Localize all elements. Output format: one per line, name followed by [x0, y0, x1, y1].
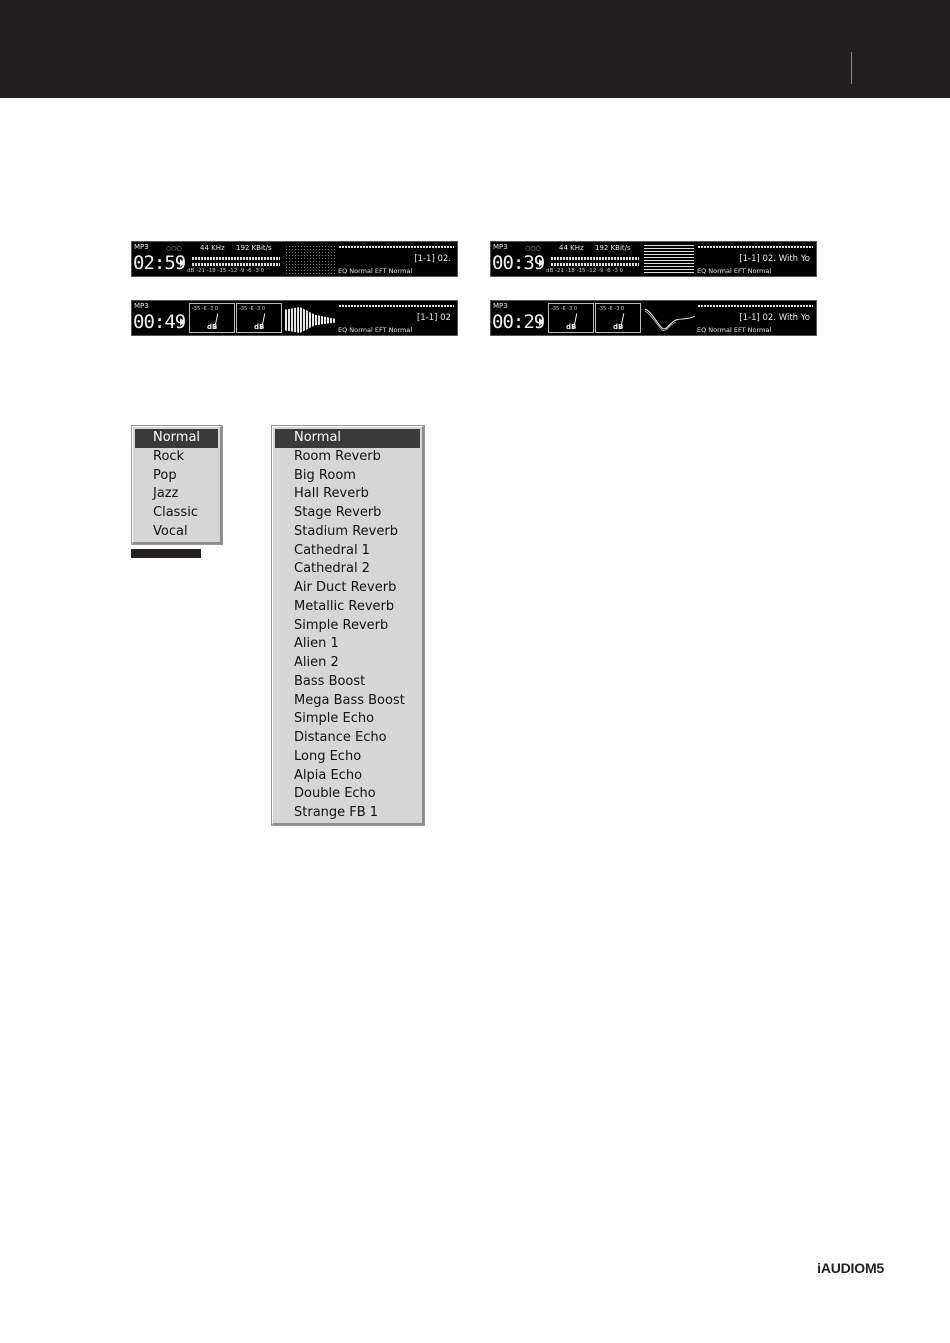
- codec-label: MP3: [134, 243, 149, 251]
- eq-status: EQ Normal EFT Normal: [338, 267, 413, 275]
- level-meter-left: [192, 257, 280, 260]
- vu-meter-left: [189, 303, 235, 333]
- menu-item[interactable]: Rock: [153, 448, 185, 464]
- menu-item[interactable]: Jazz: [153, 486, 179, 502]
- menu-item[interactable]: Double Echo: [294, 786, 376, 802]
- play-time: 02:59: [133, 252, 186, 274]
- menu-item[interactable]: Pop: [153, 467, 177, 483]
- level-meter-right: [192, 263, 280, 266]
- menu-item[interactable]: Stage Reverb: [294, 505, 382, 520]
- menu-item[interactable]: Alien 2: [294, 655, 339, 670]
- track-title: [1-1] 02. With Yo: [739, 254, 810, 264]
- menu-item[interactable]: Vocal: [153, 523, 188, 539]
- vu-scale: -35 -6 -3 0: [192, 306, 219, 312]
- header-bar: [0, 0, 950, 98]
- play-time: 00:49: [133, 311, 186, 333]
- progress-bar: [339, 305, 454, 307]
- track-title: [1-1] 02: [416, 313, 451, 323]
- menu-item[interactable]: Stadium Reverb: [294, 523, 398, 539]
- menu-item[interactable]: Alien 1: [294, 636, 339, 652]
- brand-label: iAUDIOM5: [817, 1260, 884, 1276]
- indicator-dots: ○○○: [525, 245, 541, 252]
- menu-item[interactable]: Classic: [153, 505, 198, 520]
- menu-item[interactable]: Mega Bass Boost: [294, 692, 405, 708]
- codec-label: MP3: [134, 302, 149, 310]
- vu-meter-right: [595, 303, 641, 333]
- menu-item[interactable]: Long Echo: [294, 748, 362, 764]
- vu-meter-right: [236, 303, 282, 333]
- vu-label: dB: [613, 323, 624, 331]
- eq-status: EQ Normal EFT Normal: [338, 326, 413, 334]
- progress-bar: [698, 305, 813, 307]
- play-icon: [539, 318, 544, 326]
- menu-item[interactable]: Air Duct Reverb: [294, 580, 397, 595]
- bars-visual: [285, 307, 335, 333]
- menu-item[interactable]: Metallic Reverb: [294, 598, 395, 614]
- menu-item[interactable]: Strange FB 1: [294, 805, 379, 820]
- menu-item[interactable]: Simple Reverb: [294, 617, 389, 633]
- vu-scale: -35 -6 -3 0: [551, 306, 578, 312]
- lcd-display-wave: [490, 300, 817, 336]
- eft-menu: [272, 426, 424, 825]
- codec-label: MP3: [493, 302, 508, 310]
- header-divider: [851, 52, 852, 84]
- play-time: 00:29: [492, 311, 545, 333]
- menu-item[interactable]: Normal: [135, 429, 218, 448]
- spectrum-visual: [285, 245, 335, 275]
- eq-status: EQ Normal EFT Normal: [697, 326, 772, 334]
- vu-scale: -35 -6 -3 0: [598, 306, 625, 312]
- menu-item[interactable]: Simple Echo: [294, 711, 375, 727]
- menu-item[interactable]: Alpia Echo: [294, 767, 363, 783]
- menu-item[interactable]: Normal: [275, 429, 420, 448]
- bitrate: 192 KBit/s: [236, 244, 272, 252]
- progress-bar: [339, 246, 454, 248]
- vu-label: dB: [207, 323, 218, 331]
- lines-visual: [644, 245, 694, 273]
- sample-rate: 44 KHz: [559, 244, 584, 252]
- menu-item[interactable]: Cathedral 2: [294, 561, 370, 577]
- eq-menu: [132, 426, 222, 544]
- bitrate: 192 KBit/s: [595, 244, 631, 252]
- meter-scale: dB -21 -18 -15 -12 -9 -6 -3 0: [187, 268, 265, 274]
- vu-scale: -35 -6 -3 0: [239, 306, 266, 312]
- menu-item[interactable]: Hall Reverb: [294, 486, 369, 502]
- track-title: [1-1] 02. With Yo: [739, 313, 810, 323]
- menu-item[interactable]: Distance Echo: [294, 730, 387, 745]
- level-meter-right: [551, 263, 639, 266]
- sample-rate: 44 KHz: [200, 244, 225, 252]
- play-icon: [539, 259, 544, 267]
- wave-visual: [644, 304, 696, 334]
- play-time: 00:39: [492, 252, 545, 274]
- vu-meter-left: [548, 303, 594, 333]
- lcd-display-lines: [490, 241, 817, 277]
- menu-item[interactable]: Room Reverb: [294, 448, 381, 464]
- lcd-display-spectrum: [131, 241, 458, 277]
- codec-label: MP3: [493, 243, 508, 251]
- vu-label: dB: [566, 323, 577, 331]
- eq-status: EQ Normal EFT Normal: [697, 267, 772, 275]
- menu-item[interactable]: Cathedral 1: [294, 542, 370, 558]
- meter-scale: dB -21 -18 -15 -12 -9 -6 -3 0: [546, 268, 624, 274]
- vu-label: dB: [254, 323, 265, 331]
- progress-bar: [698, 246, 813, 248]
- track-title: [1-1] 02.: [414, 254, 451, 264]
- menu-item[interactable]: Bass Boost: [294, 673, 366, 689]
- level-meter-left: [551, 257, 639, 260]
- menu-item[interactable]: Big Room: [294, 467, 356, 483]
- menu-footer-strip: [131, 549, 201, 558]
- play-icon: [180, 318, 185, 326]
- lcd-display-bars: [131, 300, 458, 336]
- indicator-dots: ○○○: [166, 245, 182, 252]
- play-icon: [180, 259, 185, 267]
